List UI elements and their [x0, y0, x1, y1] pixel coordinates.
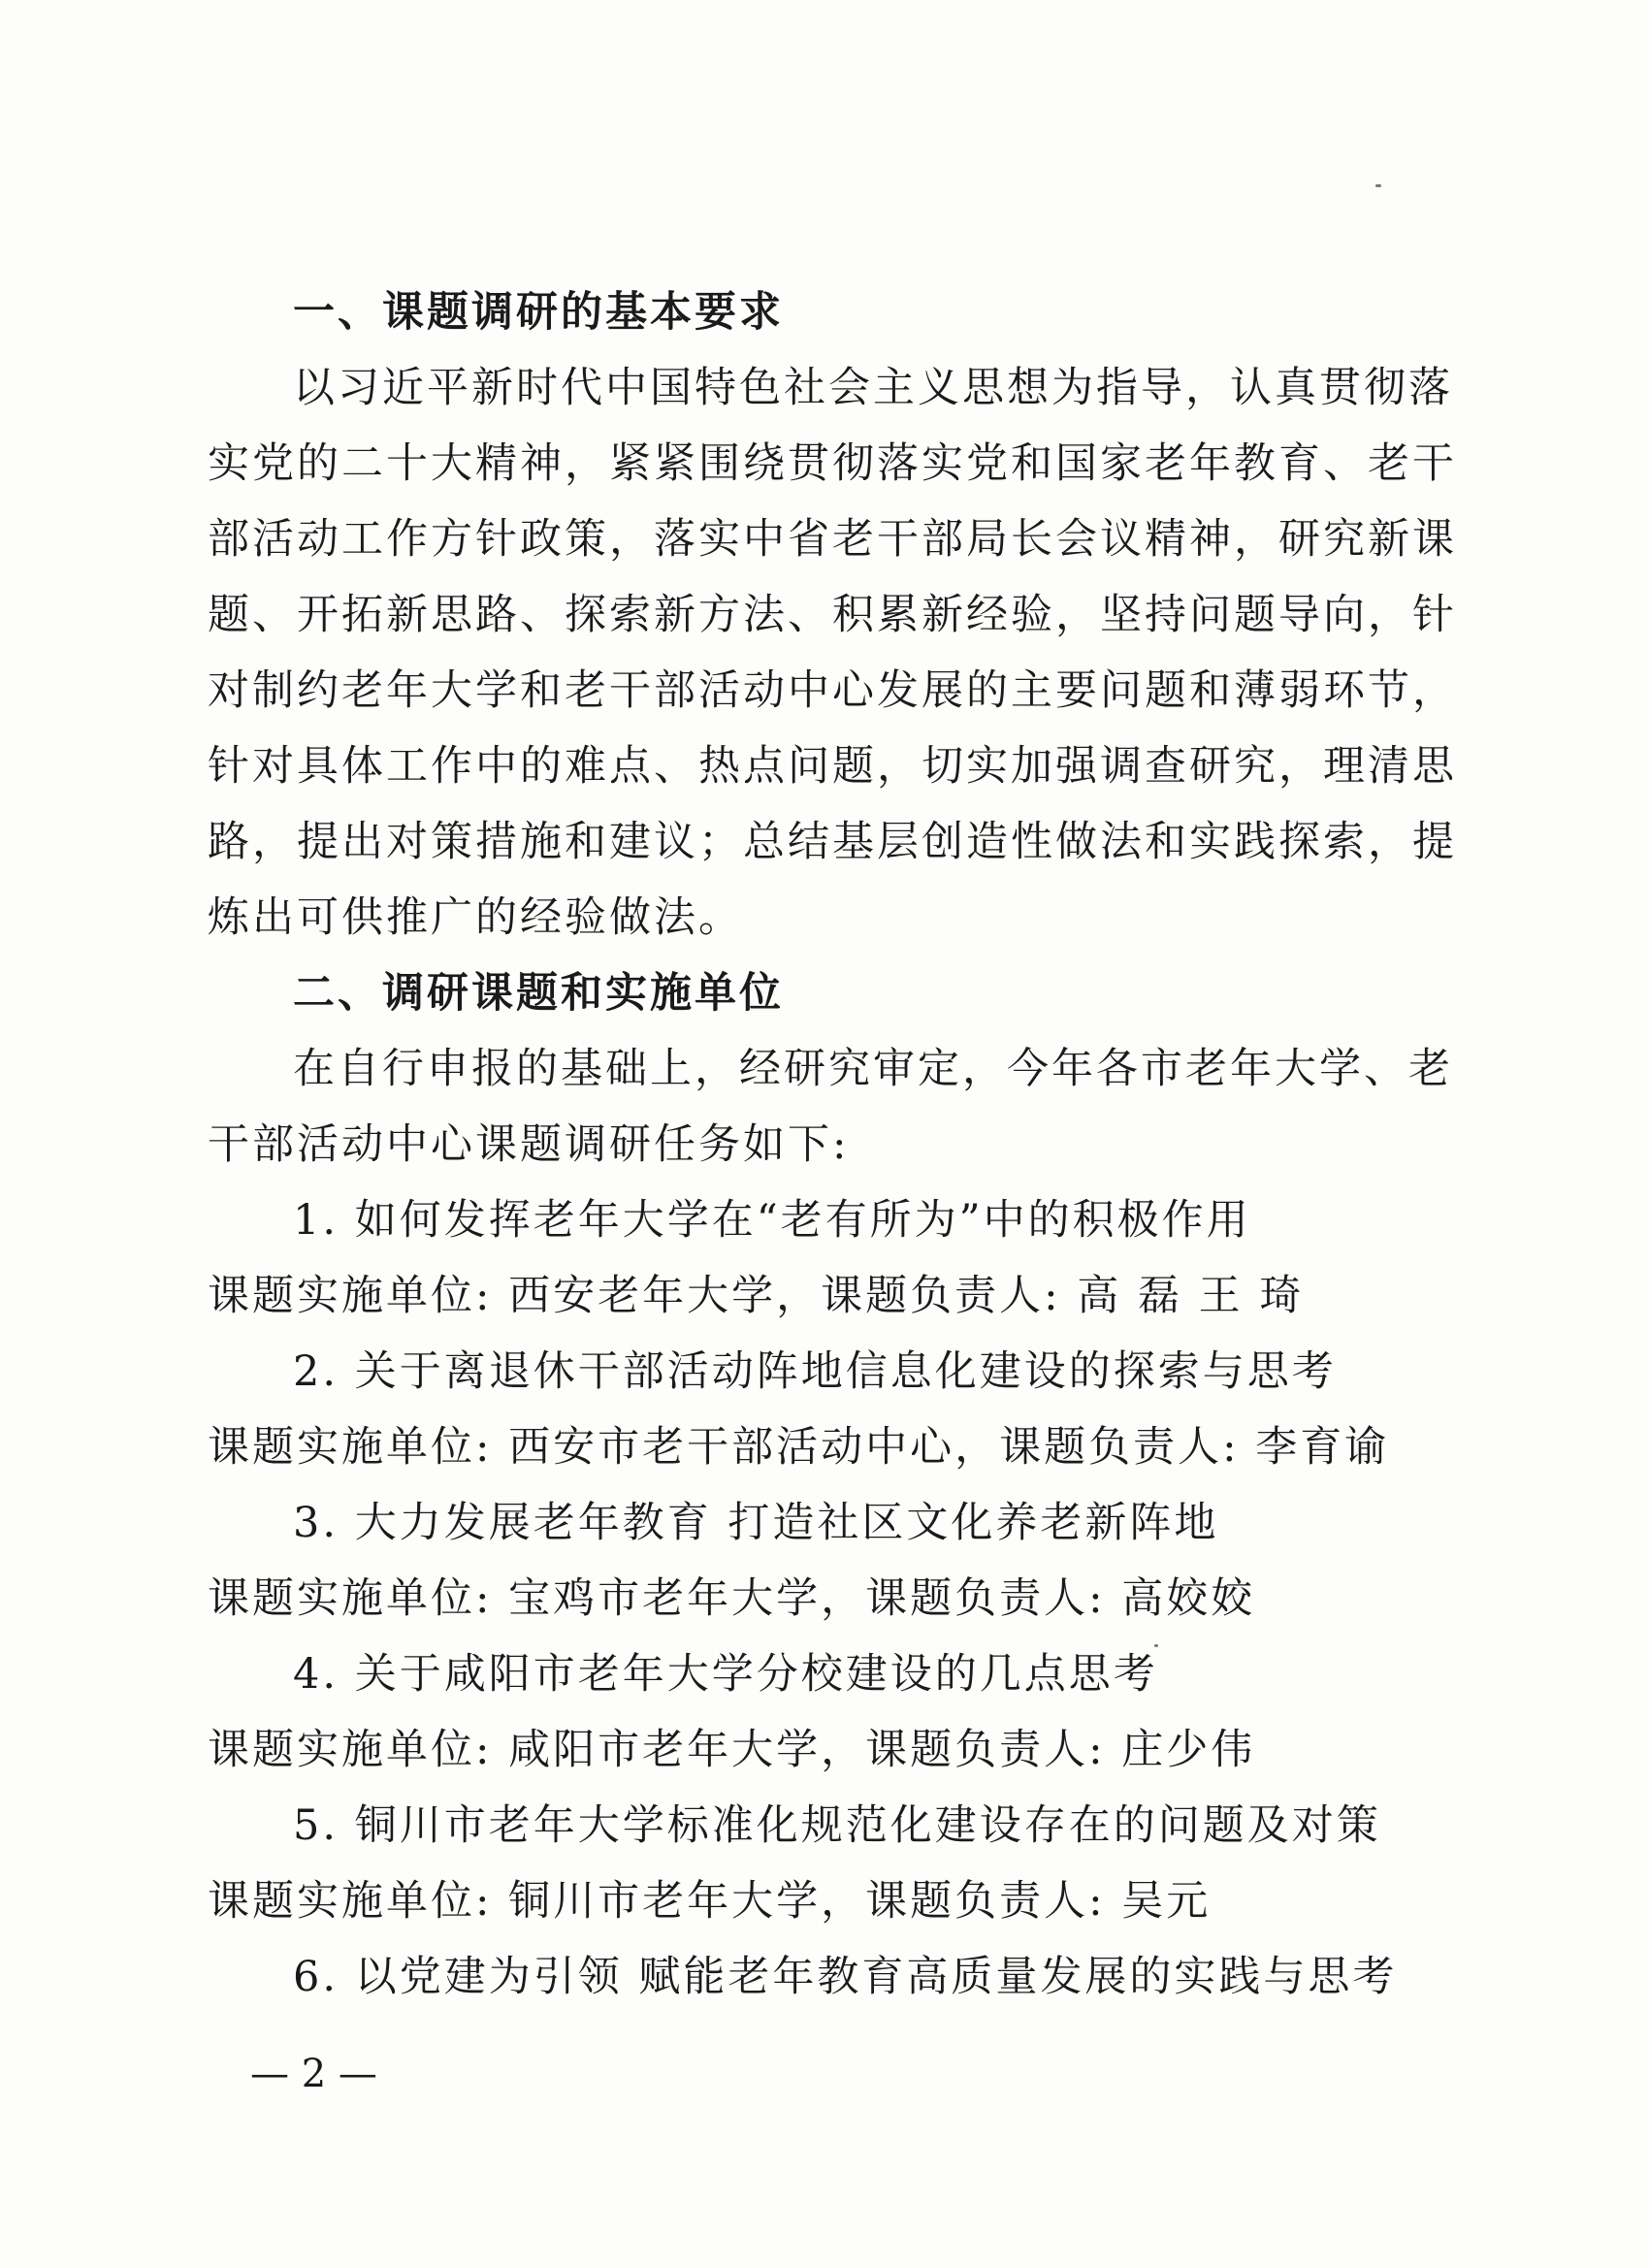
paragraph-line: 实党的二十大精神，紧紧围绕贯彻落实党和国家老年教育、老干	[208, 439, 1457, 488]
topic-unit: 课题实施单位: 铜川市老年大学，课题负责人: 吴元	[208, 1877, 1212, 1926]
topic-unit: 课题实施单位: 宝鸡市老年大学，课题负责人: 高姣姣	[208, 1574, 1256, 1623]
topic-unit: 课题实施单位: 西安老年大学，课题负责人: 高 磊 王 琦	[208, 1272, 1305, 1320]
paragraph-line: 题、开拓新思路、探索新方法、积累新经验，坚持问题导向，针	[208, 591, 1457, 639]
paragraph-line: 部活动工作方针政策，落实中省老干部局长会议精神，研究新课	[208, 515, 1457, 564]
paragraph-line: 路，提出对策措施和建议；总结基层创造性做法和实践探索，提	[208, 818, 1457, 866]
topic-title: 5. 铜川市老年大学标准化规范化建设存在的问题及对策	[293, 1801, 1381, 1850]
intro-line: 在自行申报的基础上，经研究审定，今年各市老年大学、老	[293, 1045, 1453, 1093]
topic-unit: 课题实施单位: 咸阳市老年大学，课题负责人: 庄少伟	[208, 1726, 1256, 1774]
paragraph-line: 针对具体工作中的难点、热点问题，切实加强调查研究，理清思	[208, 742, 1457, 791]
topic-title: 4. 关于咸阳市老年大学分校建设的几点思考	[293, 1650, 1158, 1699]
section-2-heading: 二、调研课题和实施单位	[293, 969, 784, 1018]
paragraph-line: 炼出可供推广的经验做法。	[208, 893, 743, 942]
topic-title: 2. 关于离退休干部活动阵地信息化建设的探索与思考	[293, 1347, 1337, 1396]
intro-line: 干部活动中心课题调研任务如下:	[208, 1120, 850, 1169]
topic-unit: 课题实施单位: 西安市老干部活动中心，课题负责人: 李育谕	[208, 1423, 1390, 1472]
section-1-heading: 一、课题调研的基本要求	[293, 288, 784, 337]
page-number: — 2 —	[250, 2052, 377, 2096]
paragraph-line: 对制约老年大学和老干部活动中心发展的主要问题和薄弱环节，	[208, 666, 1457, 715]
topic-title: 1. 如何发挥老年大学在“老有所为”中的积极作用	[293, 1196, 1251, 1245]
paragraph-line: 以习近平新时代中国特色社会主义思想为指导，认真贯彻落	[293, 364, 1453, 412]
topic-title: 3. 大力发展老年教育 打造社区文化养老新阵地	[293, 1499, 1219, 1547]
scan-speck	[1375, 184, 1381, 187]
topic-title: 6. 以党建为引领 赋能老年教育高质量发展的实践与思考	[293, 1953, 1398, 2001]
